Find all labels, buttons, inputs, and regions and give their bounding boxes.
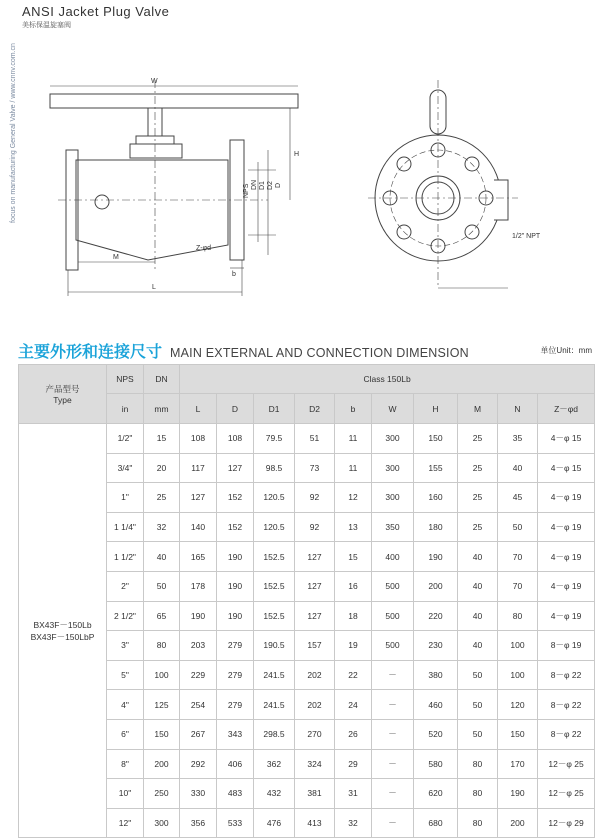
table-cell: 152 bbox=[217, 512, 254, 542]
table-cell: 4－φ 19 bbox=[538, 601, 595, 631]
table-cell: 229 bbox=[180, 660, 217, 690]
table-cell: 125 bbox=[144, 690, 180, 720]
header-col-zd: Z－φd bbox=[538, 394, 595, 424]
table-cell: 8－φ 19 bbox=[538, 631, 595, 661]
table-cell: 190 bbox=[180, 601, 217, 631]
table-cell: 32 bbox=[335, 808, 372, 838]
table-cell: 220 bbox=[414, 601, 458, 631]
table-cell: 80 bbox=[458, 749, 498, 779]
table-cell: 300 bbox=[372, 424, 414, 454]
header-col-w: W bbox=[372, 394, 414, 424]
table-cell: 127 bbox=[180, 483, 217, 513]
jacket-side bbox=[494, 180, 508, 220]
page-subtitle: 美标保温旋塞阀 bbox=[22, 22, 71, 29]
table-cell: 150 bbox=[144, 719, 180, 749]
table-cell: 127 bbox=[295, 542, 335, 572]
table-cell: － bbox=[372, 690, 414, 720]
type-cell bbox=[19, 424, 107, 838]
table-cell: 70 bbox=[498, 542, 538, 572]
table-cell: 11 bbox=[335, 453, 372, 483]
table-cell: 292 bbox=[180, 749, 217, 779]
table-cell: 65 bbox=[144, 601, 180, 631]
table-cell: 12" bbox=[107, 808, 144, 838]
table-cell: 400 bbox=[372, 542, 414, 572]
table-cell: 92 bbox=[295, 483, 335, 513]
table-cell: 8－φ 22 bbox=[538, 660, 595, 690]
type-value: BX43F－150Lb bbox=[33, 619, 92, 630]
header-col-h: H bbox=[414, 394, 458, 424]
header-unit-mm: mm bbox=[144, 394, 180, 424]
table-cell: 40 bbox=[458, 542, 498, 572]
table-cell: 160 bbox=[414, 483, 458, 513]
table-cell: 279 bbox=[217, 660, 254, 690]
table-cell: 4－φ 19 bbox=[538, 542, 595, 572]
table-cell: 200 bbox=[144, 749, 180, 779]
header-col-d: D bbox=[217, 394, 254, 424]
table-cell: 381 bbox=[295, 779, 335, 809]
handle-bar bbox=[50, 94, 298, 108]
unit-label: 单位Unit：mm bbox=[540, 346, 592, 355]
table-cell: 4" bbox=[107, 690, 144, 720]
table-cell: 32 bbox=[144, 512, 180, 542]
table-cell: 279 bbox=[217, 631, 254, 661]
table-cell: 120.5 bbox=[254, 483, 295, 513]
header-unit-in: in bbox=[107, 394, 144, 424]
table-cell: 35 bbox=[498, 424, 538, 454]
table-cell: 620 bbox=[414, 779, 458, 809]
table-cell: 190 bbox=[217, 542, 254, 572]
table-cell: 92 bbox=[295, 512, 335, 542]
table-cell: 40 bbox=[498, 453, 538, 483]
table-cell: 10" bbox=[107, 779, 144, 809]
table-cell: 12－φ 29 bbox=[538, 808, 595, 838]
table-cell: 25 bbox=[458, 424, 498, 454]
table-cell: 298.5 bbox=[254, 719, 295, 749]
table-cell: 4－φ 15 bbox=[538, 424, 595, 454]
table-cell: 500 bbox=[372, 631, 414, 661]
table-cell: 26 bbox=[335, 719, 372, 749]
table-cell: 190 bbox=[414, 542, 458, 572]
table-cell: 8" bbox=[107, 749, 144, 779]
header-nps: NPS bbox=[107, 365, 144, 394]
label-h: H bbox=[294, 151, 300, 158]
table-cell: － bbox=[372, 749, 414, 779]
table-cell: 22 bbox=[335, 660, 372, 690]
table-cell: 50 bbox=[498, 512, 538, 542]
label-zd: Z-φd bbox=[196, 245, 212, 252]
table-body bbox=[19, 424, 595, 838]
table-cell: 11 bbox=[335, 424, 372, 454]
table-cell: 1" bbox=[107, 483, 144, 513]
side-text-label: focus on manufacturing General Valve / www.cnnv.com.cn bbox=[10, 43, 17, 223]
table-cell: 476 bbox=[254, 808, 295, 838]
table-cell: 25 bbox=[458, 512, 498, 542]
header-dn: DN bbox=[144, 365, 180, 394]
table-cell: 108 bbox=[180, 424, 217, 454]
table-cell: 300 bbox=[372, 453, 414, 483]
table-cell: 324 bbox=[295, 749, 335, 779]
table-cell: 1/2" bbox=[107, 424, 144, 454]
table-cell: 100 bbox=[144, 660, 180, 690]
table-cell: － bbox=[372, 808, 414, 838]
table-cell: 279 bbox=[217, 690, 254, 720]
table-cell: 70 bbox=[498, 571, 538, 601]
table-cell: 140 bbox=[180, 512, 217, 542]
table-cell: 79.5 bbox=[254, 424, 295, 454]
side-vertical-text bbox=[1, 8, 17, 223]
table-cell: － bbox=[372, 719, 414, 749]
dimension-table bbox=[18, 364, 595, 838]
label-dn: DN bbox=[251, 179, 258, 190]
table-cell: 350 bbox=[372, 512, 414, 542]
table-cell: 4－φ 19 bbox=[538, 483, 595, 513]
header-col-l: L bbox=[180, 394, 217, 424]
table-cell: 24 bbox=[335, 690, 372, 720]
table-cell: 413 bbox=[295, 808, 335, 838]
table-cell: 80 bbox=[458, 808, 498, 838]
table-cell: 127 bbox=[217, 453, 254, 483]
table-cell: － bbox=[372, 779, 414, 809]
table-cell: 18 bbox=[335, 601, 372, 631]
table-cell: 127 bbox=[295, 571, 335, 601]
table-cell: 152.5 bbox=[254, 571, 295, 601]
bonnet bbox=[130, 144, 182, 158]
table-cell: 178 bbox=[180, 571, 217, 601]
table-cell: 270 bbox=[295, 719, 335, 749]
table-cell: 152.5 bbox=[254, 601, 295, 631]
table-cell: 190 bbox=[217, 571, 254, 601]
table-row bbox=[19, 424, 595, 454]
table-cell: 170 bbox=[498, 749, 538, 779]
table-cell: 40 bbox=[458, 601, 498, 631]
table-cell: 483 bbox=[217, 779, 254, 809]
section-title-cn: 主要外形和连接尺寸 bbox=[18, 344, 163, 361]
table-cell: 533 bbox=[217, 808, 254, 838]
header-type-en: Type bbox=[53, 395, 72, 405]
table-cell: 380 bbox=[414, 660, 458, 690]
label-w: W bbox=[151, 78, 158, 85]
table-cell: 4－φ 15 bbox=[538, 453, 595, 483]
table-cell: 25 bbox=[458, 483, 498, 513]
table-cell: 202 bbox=[295, 690, 335, 720]
table-cell: 254 bbox=[180, 690, 217, 720]
table-cell: 432 bbox=[254, 779, 295, 809]
table-cell: 15 bbox=[144, 424, 180, 454]
table-cell: 127 bbox=[295, 601, 335, 631]
table-cell: 19 bbox=[335, 631, 372, 661]
label-b: b bbox=[232, 271, 236, 278]
table-cell: 100 bbox=[498, 660, 538, 690]
table-cell: 5" bbox=[107, 660, 144, 690]
table-cell: 165 bbox=[180, 542, 217, 572]
table-cell: 152.5 bbox=[254, 542, 295, 572]
label-d2: D2 bbox=[267, 181, 274, 190]
table-cell: 13 bbox=[335, 512, 372, 542]
header-col-d1: D1 bbox=[254, 394, 295, 424]
table-cell: 16 bbox=[335, 571, 372, 601]
label-npt: 1/2" NPT bbox=[512, 233, 541, 240]
table-cell: 50 bbox=[458, 690, 498, 720]
table-cell: 250 bbox=[144, 779, 180, 809]
header-col-m: M bbox=[458, 394, 498, 424]
table-cell: 500 bbox=[372, 601, 414, 631]
table-cell: 362 bbox=[254, 749, 295, 779]
label-d: D bbox=[275, 182, 282, 188]
table-cell: 2" bbox=[107, 571, 144, 601]
table-cell: 108 bbox=[217, 424, 254, 454]
table-cell: 3/4" bbox=[107, 453, 144, 483]
section-title bbox=[18, 339, 469, 361]
header-col-b: b bbox=[335, 394, 372, 424]
table-cell: 45 bbox=[498, 483, 538, 513]
table-cell: 241.5 bbox=[254, 660, 295, 690]
table-cell: 230 bbox=[414, 631, 458, 661]
table-cell: 2 1/2" bbox=[107, 601, 144, 631]
table-cell: 117 bbox=[180, 453, 217, 483]
table-cell: 8－φ 22 bbox=[538, 690, 595, 720]
table-cell: 25 bbox=[458, 453, 498, 483]
table-cell: 31 bbox=[335, 779, 372, 809]
table-cell: 40 bbox=[458, 571, 498, 601]
table-cell: 8－φ 22 bbox=[538, 719, 595, 749]
table-cell: 80 bbox=[144, 631, 180, 661]
table-cell: 25 bbox=[144, 483, 180, 513]
table-cell: 73 bbox=[295, 453, 335, 483]
table-cell: 4－φ 19 bbox=[538, 571, 595, 601]
table-cell: 120.5 bbox=[254, 512, 295, 542]
table-cell: 190 bbox=[498, 779, 538, 809]
page-title: ANSI Jacket Plug Valve bbox=[22, 4, 170, 19]
table-cell: 6" bbox=[107, 719, 144, 749]
table-cell: 460 bbox=[414, 690, 458, 720]
table-cell: 20 bbox=[144, 453, 180, 483]
table-cell: 520 bbox=[414, 719, 458, 749]
table-cell: 200 bbox=[498, 808, 538, 838]
table-cell: 330 bbox=[180, 779, 217, 809]
table-cell: 12－φ 25 bbox=[538, 749, 595, 779]
table-cell: 100 bbox=[498, 631, 538, 661]
table-cell: 200 bbox=[414, 571, 458, 601]
table-cell: 580 bbox=[414, 749, 458, 779]
label-m: M bbox=[113, 254, 119, 261]
table-cell: 155 bbox=[414, 453, 458, 483]
table-cell: 190.5 bbox=[254, 631, 295, 661]
valve-drawing bbox=[18, 70, 596, 320]
table-cell: 51 bbox=[295, 424, 335, 454]
table-cell: 203 bbox=[180, 631, 217, 661]
table-cell: 680 bbox=[414, 808, 458, 838]
table-cell: 150 bbox=[414, 424, 458, 454]
table-cell: 3" bbox=[107, 631, 144, 661]
table-cell: 202 bbox=[295, 660, 335, 690]
table-cell: 152 bbox=[217, 483, 254, 513]
table-cell: 343 bbox=[217, 719, 254, 749]
table-cell: 150 bbox=[498, 719, 538, 749]
table-cell: 12 bbox=[335, 483, 372, 513]
table-cell: 50 bbox=[458, 719, 498, 749]
label-l: L bbox=[152, 284, 156, 291]
table-cell: 300 bbox=[144, 808, 180, 838]
table-cell: 406 bbox=[217, 749, 254, 779]
table-cell: 1 1/4" bbox=[107, 512, 144, 542]
header-type bbox=[19, 365, 107, 424]
table-cell: － bbox=[372, 660, 414, 690]
table-cell: 50 bbox=[144, 571, 180, 601]
type-value: BX43F－150LbP bbox=[30, 631, 95, 642]
table-cell: 157 bbox=[295, 631, 335, 661]
table-cell: 300 bbox=[372, 483, 414, 513]
table-cell: 98.5 bbox=[254, 453, 295, 483]
table-cell: 15 bbox=[335, 542, 372, 572]
header-type-cn: 产品型号 bbox=[45, 384, 80, 394]
table-cell: 190 bbox=[217, 601, 254, 631]
header-col-d2: D2 bbox=[295, 394, 335, 424]
header-class: Class 150Lb bbox=[180, 365, 595, 394]
table-cell: 4－φ 19 bbox=[538, 512, 595, 542]
label-nps: NPS bbox=[243, 183, 250, 198]
table-cell: 241.5 bbox=[254, 690, 295, 720]
section-title-en: MAIN EXTERNAL AND CONNECTION DIMENSION bbox=[170, 346, 469, 360]
table-cell: 40 bbox=[458, 631, 498, 661]
header-col-n: N bbox=[498, 394, 538, 424]
table-cell: 40 bbox=[144, 542, 180, 572]
table-cell: 29 bbox=[335, 749, 372, 779]
table-cell: 500 bbox=[372, 571, 414, 601]
table-cell: 80 bbox=[458, 779, 498, 809]
label-d1: D1 bbox=[259, 181, 266, 190]
table-cell: 12－φ 25 bbox=[538, 779, 595, 809]
table-cell: 80 bbox=[498, 601, 538, 631]
table-cell: 180 bbox=[414, 512, 458, 542]
table-cell: 1 1/2" bbox=[107, 542, 144, 572]
table-cell: 120 bbox=[498, 690, 538, 720]
table-cell: 50 bbox=[458, 660, 498, 690]
table-cell: 267 bbox=[180, 719, 217, 749]
table-cell: 356 bbox=[180, 808, 217, 838]
